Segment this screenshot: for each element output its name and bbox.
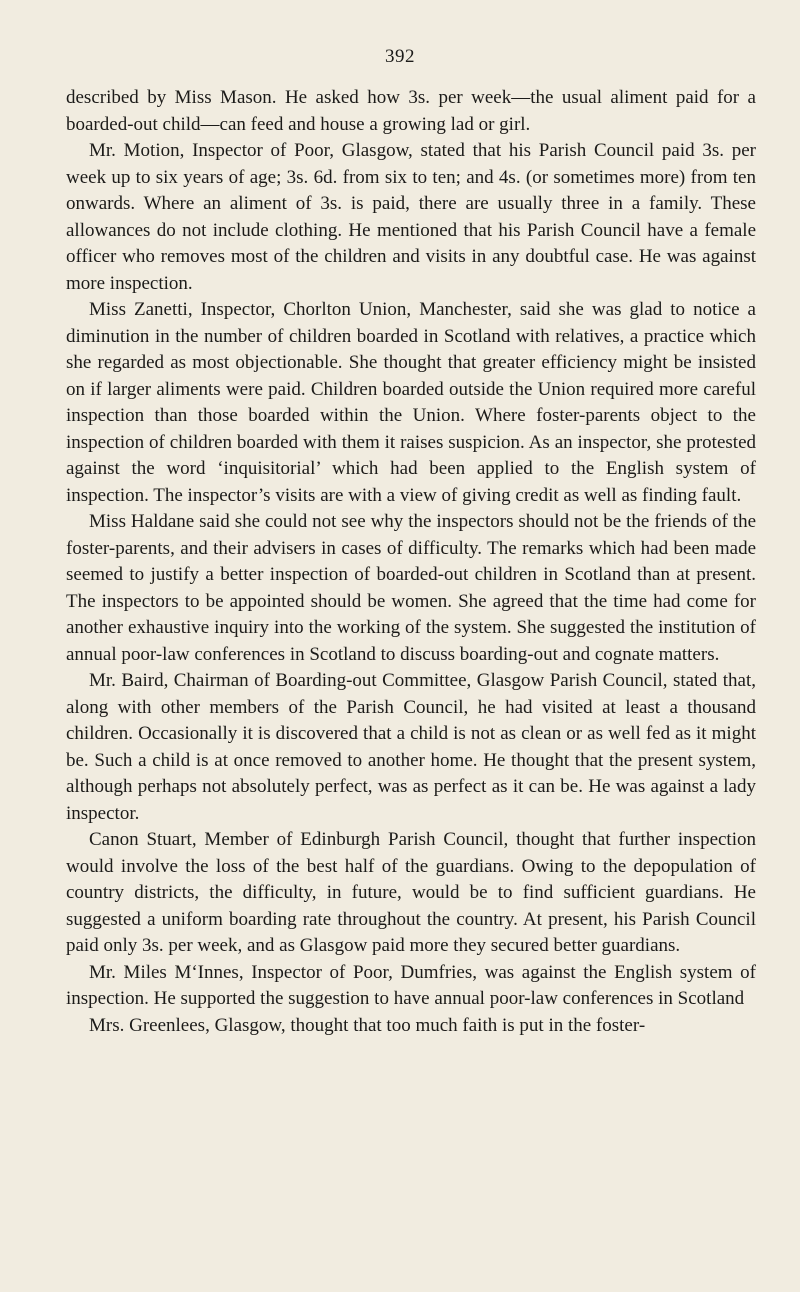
paragraph-mr-motion: Mr. Motion, Inspector of Poor, Glasgow, stated that his Parish Council paid 3s. per week up to six years of age; 3s. 6d. from six to ten; and 4s. (or sometimes more) from ten onwards. Where an aliment of 3s. is paid, there are usually three in a family. These allowances do not include clothing. He mentioned that his Parish Council have a female officer who removes most of the children and visits in any doubtful case. He was against more inspection. xyxy=(66,140,756,294)
body-text xyxy=(66,85,756,1039)
paragraph-miss-zanetti: Miss Zanetti, Inspector, Chorlton Union, Manchester, said she was glad to notice a diminution in the number of children boarded in Scotland with relatives, a practice which she regarded as most objectionable. She thought that greater efficiency might be insisted on if larger aliments were paid. Children boarded outside the Union required more careful inspection than those boarded within the Union. Where foster-parents object to the inspection of children boarded with them it raises suspicion. As an inspector, she protested against the word ‘inquisitorial’ which had been applied to the English system of inspection. The inspector’s visits are with a view of giving credit as well as finding fault. xyxy=(66,299,756,506)
paragraph-mr-baird: Mr. Baird, Chairman of Boarding-out Committee, Glasgow Parish Council, stated that, along with other members of the Parish Council, he had visited at least a thousand children. Occasionally it is discovered that a child is not as clean or as well fed as it might be. Such a child is at once removed to another home. He thought that the present system, although perhaps not absolutely perfect, was as perfect as it can be. He was against a lady inspector. xyxy=(66,670,756,824)
paragraph-miss-haldane: Miss Haldane said she could not see why the inspectors should not be the friends of the foster-parents, and their advisers in cases of difficulty. The remarks which had been made seemed to justify a better inspection of boarded-out children in Scotland than at present. The inspectors to be appointed should be women. She agreed that the time had come for another exhaustive inquiry into the working of the system. She suggested the institution of annual poor-law conferences in Scotland to discuss boarding-out and cognate matters. xyxy=(66,511,756,665)
paragraph-canon-stuart: Canon Stuart, Member of Edinburgh Parish Council, thought that further inspection would involve the loss of the best half of the guardians. Owing to the depopulation of country districts, the difficulty, in future, would be to find sufficient guardians. He suggested a uniform boarding rate throughout the country. At present, his Parish Council paid only 3s. per week, and as Glasgow paid more they secured better guardians. xyxy=(66,829,756,956)
paragraph-mrs-greenlees: Mrs. Greenlees, Glasgow, thought that too much faith is put in the foster- xyxy=(89,1014,646,1036)
paragraph-mr-miles-minnes: Mr. Miles M‘Innes, Inspector of Poor, Dumfries, was against the English system of inspection. He supported the suggestion to have annual poor-law conferences in Scotland xyxy=(66,961,756,1009)
page-number: 392 xyxy=(385,46,415,67)
paragraph-continuation: described by Miss Mason. He asked how 3s. per week—the usual aliment paid for a boarded-out child—can feed and house a growing lad or girl. xyxy=(66,87,756,135)
